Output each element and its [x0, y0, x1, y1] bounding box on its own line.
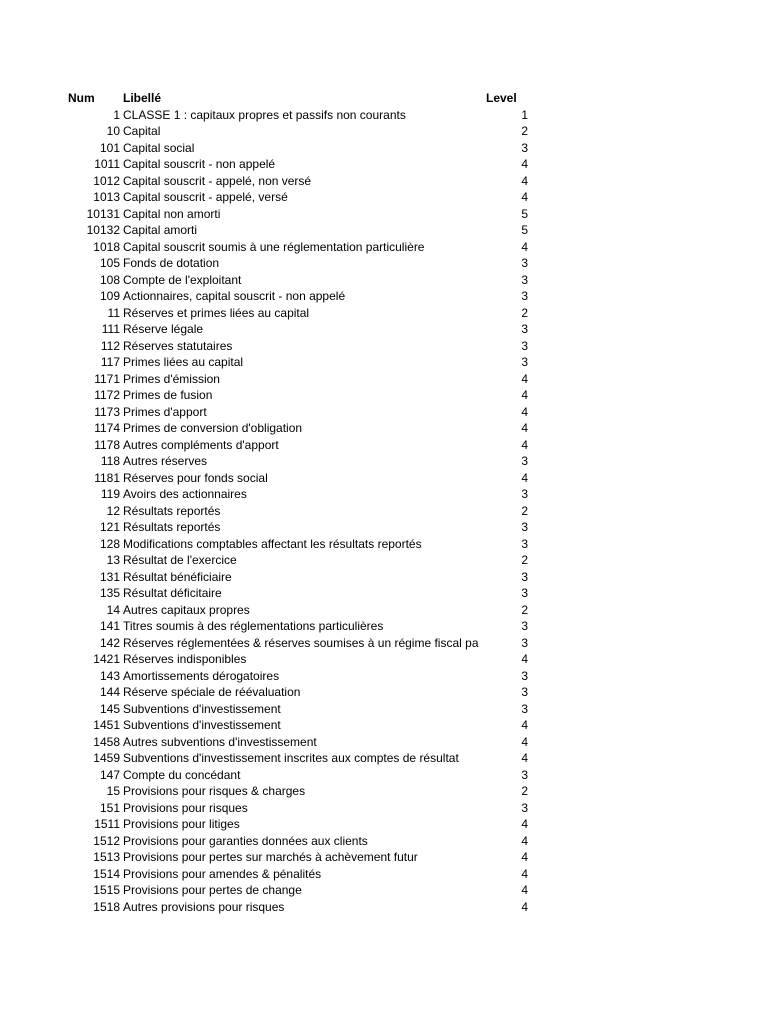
- table-row: [0, 767, 768, 784]
- level-cell: 3: [521, 322, 528, 336]
- label-cell: Résultat de l'exercice: [123, 553, 237, 567]
- num-cell: 1515: [93, 883, 120, 897]
- level-cell: 2: [521, 553, 528, 567]
- label-cell: Capital social: [123, 140, 195, 155]
- level-cell: 4: [521, 833, 528, 848]
- table-row: [0, 420, 768, 437]
- table-row: [0, 519, 768, 536]
- table-row: [0, 849, 768, 866]
- table-row: [0, 371, 768, 388]
- table-row: [0, 453, 768, 470]
- num-cell: 151: [99, 800, 120, 815]
- table-row: [0, 668, 768, 685]
- num-cell: 131: [99, 569, 120, 584]
- num-cell: 1013: [93, 190, 120, 204]
- label-cell: Résultat bénéficiaire: [123, 569, 232, 584]
- table-row: [0, 833, 768, 850]
- level-cell: 4: [521, 718, 528, 732]
- level-cell: 4: [521, 751, 528, 765]
- level-cell: 3: [521, 355, 528, 369]
- num-cell: 1514: [93, 866, 120, 881]
- table-row: [0, 338, 768, 355]
- num-cell: 1181: [94, 470, 120, 485]
- num-cell: 142: [99, 635, 120, 650]
- level-cell: 4: [521, 850, 528, 864]
- table-row: [0, 470, 768, 487]
- table-row: [0, 354, 768, 371]
- table-row: [0, 305, 768, 322]
- table-row: [0, 783, 768, 800]
- label-cell: Provisions pour pertes de change: [123, 883, 302, 897]
- label-cell: Réserves et primes liées au capital: [123, 305, 310, 320]
- table-row: [0, 173, 768, 190]
- num-cell: 1: [113, 107, 120, 122]
- table-row: [0, 321, 768, 338]
- level-cell: 1: [521, 107, 528, 122]
- table-row: [0, 140, 768, 157]
- label-cell: Compte du concédant: [123, 767, 241, 782]
- table-row: [0, 602, 768, 619]
- label-cell: Fonds de dotation: [123, 256, 220, 270]
- num-cell: 1011: [94, 157, 120, 171]
- num-cell: 109: [99, 289, 120, 303]
- label-cell: Provisions pour risques & charges: [123, 784, 306, 798]
- num-cell: 108: [99, 272, 120, 287]
- num-cell: 119: [100, 487, 120, 501]
- table-row: [0, 222, 768, 239]
- label-cell: Réserve légale: [123, 322, 204, 336]
- level-cell: 3: [521, 140, 528, 155]
- level-cell: 3: [521, 767, 528, 782]
- num-cell: 11: [107, 305, 120, 320]
- level-cell: 3: [521, 272, 528, 287]
- num-cell: 10132: [86, 223, 120, 237]
- label-cell: Provisions pour pertes sur marchés à achèvement futur: [123, 850, 418, 864]
- header-label: Libellé: [123, 91, 162, 105]
- label-cell: Capital amorti: [123, 223, 198, 237]
- level-cell: 4: [521, 883, 528, 897]
- label-cell: Subventions d'investissement: [123, 718, 281, 732]
- level-cell: 4: [521, 404, 528, 419]
- level-cell: 3: [521, 289, 528, 303]
- num-cell: 1012: [93, 173, 120, 188]
- level-cell: 3: [521, 800, 528, 815]
- level-cell: 3: [521, 338, 528, 353]
- level-cell: 3: [521, 668, 528, 683]
- level-cell: 3: [521, 701, 528, 716]
- accounts-table: [0, 90, 768, 915]
- label-cell: Réserves statutaires: [123, 338, 233, 353]
- num-cell: 1174: [94, 421, 120, 435]
- label-cell: Primes d'émission: [123, 371, 220, 386]
- level-cell: 5: [521, 223, 528, 237]
- table-header-row: [0, 90, 768, 107]
- label-cell: Capital: [123, 124, 161, 138]
- num-cell: 1511: [94, 817, 120, 831]
- label-cell: Amortissements dérogatoires: [123, 668, 280, 683]
- num-cell: 144: [99, 685, 120, 699]
- table-row: [0, 239, 768, 256]
- header-num: Num: [68, 91, 95, 105]
- level-cell: 4: [521, 173, 528, 188]
- level-cell: 4: [521, 470, 528, 485]
- num-cell: 145: [99, 701, 120, 716]
- num-cell: 117: [100, 355, 120, 369]
- label-cell: Réserves réglementées & réserves soumises à un régime fiscal pa: [123, 635, 479, 650]
- label-cell: Modifications comptables affectant les résultats reportés: [123, 536, 422, 551]
- label-cell: Provisions pour litiges: [123, 817, 240, 831]
- level-cell: 4: [521, 437, 528, 452]
- num-cell: 1171: [94, 371, 120, 386]
- num-cell: 1512: [93, 833, 120, 848]
- label-cell: Capital non amorti: [123, 206, 221, 221]
- table-row: [0, 882, 768, 899]
- label-cell: Provisions pour risques: [123, 800, 248, 815]
- table-row: [0, 255, 768, 272]
- table-row: [0, 866, 768, 883]
- label-cell: Compte de l'exploitant: [123, 272, 242, 287]
- num-cell: 1451: [93, 718, 120, 732]
- num-cell: 112: [100, 338, 120, 353]
- level-cell: 4: [521, 734, 528, 749]
- num-cell: 10: [106, 124, 120, 138]
- num-cell: 1173: [94, 404, 120, 419]
- level-cell: 3: [521, 619, 528, 633]
- level-cell: 3: [521, 685, 528, 699]
- num-cell: 1018: [93, 239, 120, 254]
- level-cell: 4: [521, 652, 528, 666]
- level-cell: 4: [521, 157, 528, 171]
- table-row: [0, 651, 768, 668]
- num-cell: 15: [106, 784, 120, 798]
- label-cell: Autres subventions d'investissement: [123, 734, 317, 749]
- level-cell: 4: [521, 817, 528, 831]
- label-cell: Primes de fusion: [123, 388, 213, 402]
- table-row: [0, 536, 768, 553]
- label-cell: Autres compléments d'apport: [123, 437, 279, 452]
- label-cell: Primes de conversion d'obligation: [123, 421, 303, 435]
- table-row: [0, 800, 768, 817]
- level-cell: 2: [521, 784, 528, 798]
- table-row: [0, 585, 768, 602]
- level-cell: 3: [521, 454, 528, 468]
- table-row: [0, 734, 768, 751]
- label-cell: Réserves indisponibles: [123, 652, 247, 666]
- label-cell: Provisions pour amendes & pénalités: [123, 866, 322, 881]
- table-row: [0, 701, 768, 718]
- label-cell: Résultat déficitaire: [123, 586, 222, 600]
- table-row: [0, 437, 768, 454]
- level-cell: 3: [521, 536, 528, 551]
- table-row: [0, 503, 768, 520]
- num-cell: 1172: [94, 388, 120, 402]
- label-cell: Actionnaires, capital souscrit - non appelé: [123, 289, 346, 303]
- table-row: [0, 569, 768, 586]
- label-cell: Primes d'apport: [123, 404, 207, 419]
- table-row: [0, 486, 768, 503]
- table-row: [0, 618, 768, 635]
- num-cell: 1518: [93, 899, 120, 914]
- label-cell: Titres soumis à des réglementations particulières: [123, 619, 384, 633]
- num-cell: 13: [106, 553, 120, 567]
- num-cell: 147: [99, 767, 120, 782]
- table-row: [0, 206, 768, 223]
- table-row: [0, 684, 768, 701]
- num-cell: 1421: [93, 652, 120, 666]
- label-cell: Primes liées au capital: [123, 355, 244, 369]
- num-cell: 1459: [93, 751, 120, 765]
- num-cell: 143: [99, 668, 120, 683]
- table-row: [0, 816, 768, 833]
- num-cell: 12: [106, 503, 120, 518]
- num-cell: 121: [99, 520, 120, 534]
- num-cell: 128: [99, 536, 120, 551]
- level-cell: 3: [521, 569, 528, 584]
- label-cell: Subventions d'investissement inscrites aux comptes de résultat: [123, 751, 459, 765]
- table-row: [0, 288, 768, 305]
- label-cell: Autres provisions pour risques: [123, 899, 285, 914]
- label-cell: CLASSE 1 : capitaux propres et passifs non courants: [123, 107, 406, 122]
- label-cell: Subventions d'investissement: [123, 701, 281, 716]
- num-cell: 101: [99, 140, 120, 155]
- level-cell: 3: [521, 487, 528, 501]
- table-row: [0, 635, 768, 652]
- table-row: [0, 107, 768, 124]
- level-cell: 4: [521, 239, 528, 254]
- num-cell: 111: [101, 322, 120, 336]
- table-row: [0, 123, 768, 140]
- label-cell: Avoirs des actionnaires: [123, 487, 247, 501]
- level-cell: 4: [521, 190, 528, 204]
- label-cell: Résultats reportés: [123, 520, 221, 534]
- level-cell: 2: [521, 602, 528, 617]
- label-cell: Autres réserves: [123, 454, 208, 468]
- table-row: [0, 189, 768, 206]
- table-row: [0, 272, 768, 289]
- level-cell: 4: [521, 371, 528, 386]
- level-cell: 4: [521, 899, 528, 914]
- label-cell: Capital souscrit - appelé, non versé: [123, 173, 312, 188]
- label-cell: Capital souscrit - non appelé: [123, 157, 276, 171]
- label-cell: Capital souscrit soumis à une réglementation particulière: [123, 239, 425, 254]
- num-cell: 14: [106, 602, 120, 617]
- level-cell: 3: [521, 586, 528, 600]
- num-cell: 1458: [93, 734, 120, 749]
- header-level: Level: [486, 91, 517, 105]
- table-row: [0, 404, 768, 421]
- level-cell: 3: [521, 520, 528, 534]
- label-cell: Autres capitaux propres: [123, 602, 250, 617]
- num-cell: 10131: [86, 206, 120, 221]
- label-cell: Résultats reportés: [123, 503, 221, 518]
- level-cell: 2: [521, 503, 528, 518]
- table-row: [0, 717, 768, 734]
- num-cell: 105: [99, 256, 120, 270]
- level-cell: 3: [521, 256, 528, 270]
- table-row: [0, 156, 768, 173]
- table-row: [0, 387, 768, 404]
- label-cell: Réserves pour fonds social: [123, 470, 268, 485]
- num-cell: 1513: [93, 850, 120, 864]
- level-cell: 2: [521, 305, 528, 320]
- label-cell: Capital souscrit - appelé, versé: [123, 190, 288, 204]
- num-cell: 141: [99, 619, 120, 633]
- table-body: [0, 107, 768, 916]
- level-cell: 4: [521, 388, 528, 402]
- table-row: [0, 552, 768, 569]
- num-cell: 118: [100, 454, 120, 468]
- level-cell: 4: [521, 421, 528, 435]
- num-cell: 1178: [94, 437, 120, 452]
- table-row: [0, 899, 768, 916]
- level-cell: 2: [521, 124, 528, 138]
- label-cell: Réserve spéciale de réévaluation: [123, 685, 301, 699]
- level-cell: 4: [521, 866, 528, 881]
- table-row: [0, 750, 768, 767]
- num-cell: 135: [99, 586, 120, 600]
- level-cell: 3: [521, 635, 528, 650]
- level-cell: 5: [521, 206, 528, 221]
- label-cell: Provisions pour garanties données aux clients: [123, 833, 368, 848]
